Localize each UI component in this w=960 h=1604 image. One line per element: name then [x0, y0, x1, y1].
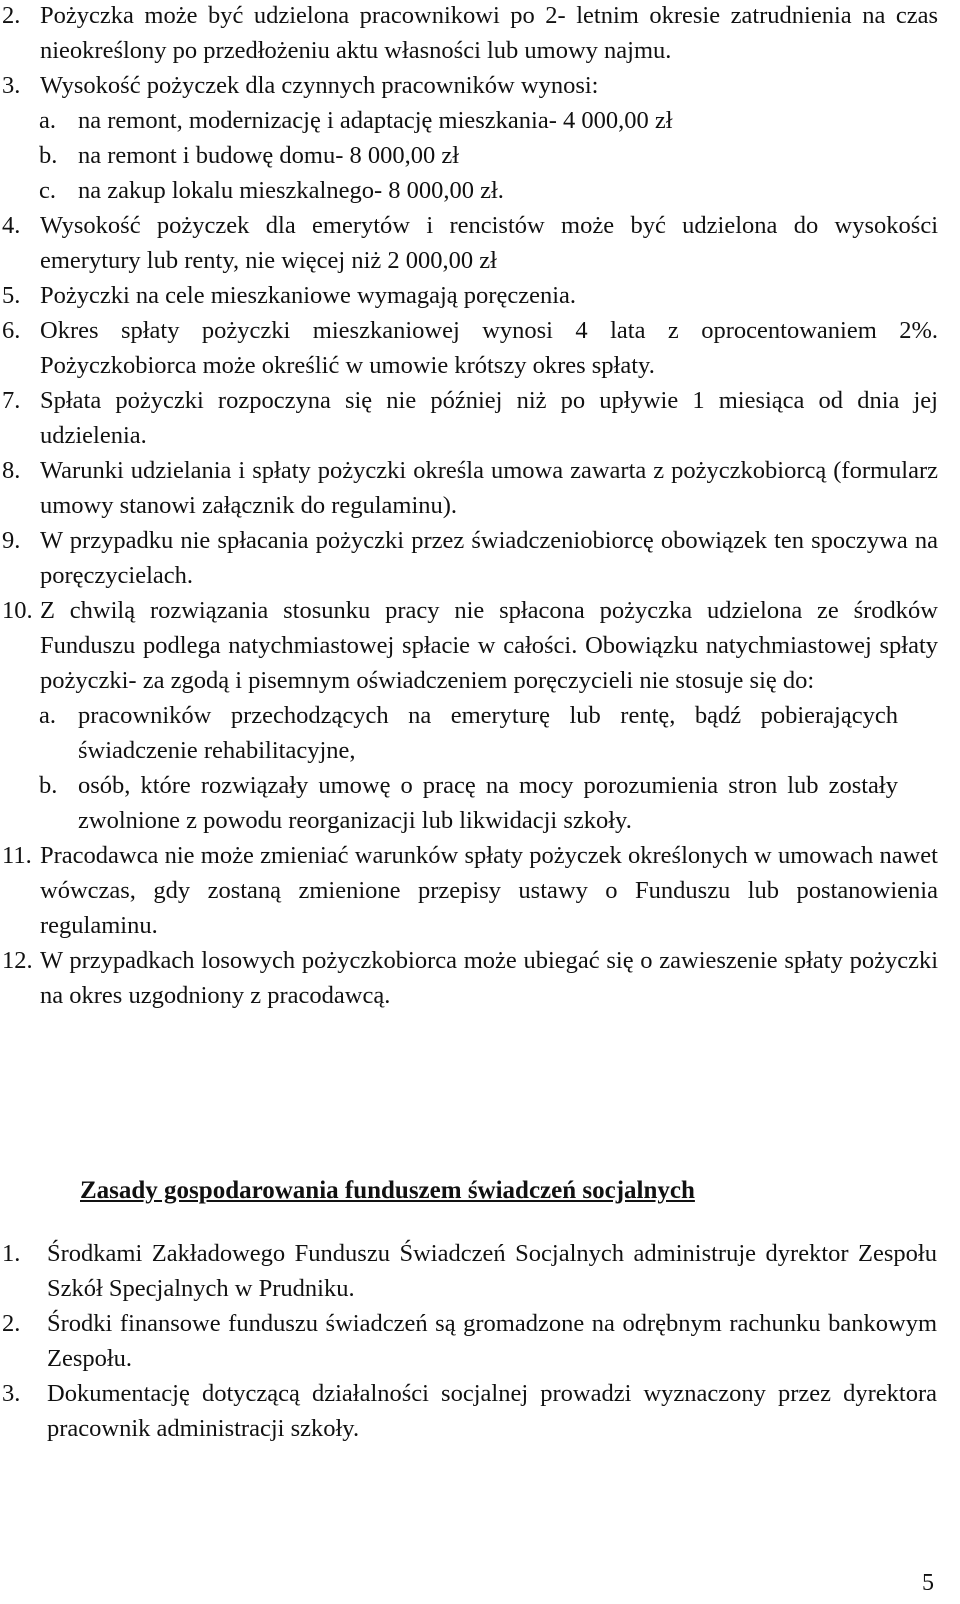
- item-number: 11.: [2, 842, 32, 869]
- item-number: 6.: [2, 317, 21, 344]
- item-text: Dokumentację dotyczącą działalności socjalnej prowadzi wyznaczony przez dyrektora pracownik administracji szkoły.: [47, 1380, 937, 1442]
- list-item: [0, 1376, 960, 1446]
- list-item: [0, 838, 960, 943]
- list-item: [0, 1236, 960, 1306]
- page-number: 5: [922, 1570, 934, 1596]
- sub-item-letter: a.: [39, 107, 56, 134]
- list-item: [0, 208, 960, 278]
- sub-item-text: osób, które rozwiązały umowę o pracę na mocy porozumienia stron lub zostały zwolnione z powodu reorganizacji lub likwidacji szkoły.: [78, 772, 898, 834]
- item-number: 3.: [2, 72, 21, 99]
- sub-item: [0, 768, 960, 838]
- list-item: [0, 278, 960, 313]
- item-number: 3.: [2, 1380, 21, 1407]
- list-item: [0, 313, 960, 383]
- item-number: 2.: [2, 2, 21, 29]
- item-text: Pracodawca nie może zmieniać warunków spłaty pożyczek określonych w umowach nawet wówczas, gdy zostaną zmienione przepisy ustawy o Funduszu lub postanowienia regulaminu.: [40, 842, 938, 939]
- list-item: [0, 383, 960, 453]
- list-item: [0, 0, 960, 68]
- item-text: Okres spłaty pożyczki mieszkaniowej wynosi 4 lata z oprocentowaniem 2%. Pożyczkobiorca może określić w umowie krótszy okres spłaty.: [40, 317, 938, 379]
- sub-item-letter: c.: [39, 177, 56, 204]
- sub-item: [0, 138, 960, 173]
- item-text: Pożyczki na cele mieszkaniowe wymagają poręczenia.: [40, 282, 577, 309]
- list-item: [0, 453, 960, 523]
- sub-item-text: na remont, modernizację i adaptację mieszkania- 4 000,00 zł: [78, 107, 673, 134]
- fund-management-list: [0, 1236, 960, 1446]
- item-number: 9.: [2, 527, 21, 554]
- item-text: Z chwilą rozwiązania stosunku pracy nie spłacona pożyczka udzielona ze środków Funduszu podlega natychmiastowej spłacie w całości. Obowiązku natychmiastowej spłaty pożyczki- za zgodą i pisemnym oświadczeniem poręczycieli nie stosuje się do:: [40, 597, 938, 694]
- item-number: 12.: [2, 947, 33, 974]
- list-item: [0, 68, 960, 103]
- list-item: [0, 593, 960, 698]
- item-text: Wysokość pożyczek dla emerytów i rencistów może być udzielona do wysokości emerytury lub renty, nie więcej niż 2 000,00 zł: [40, 212, 938, 274]
- item-number: 5.: [2, 282, 21, 309]
- sub-item: [0, 103, 960, 138]
- section-heading: Zasady gospodarowania funduszem świadczeń socjalnych: [80, 1177, 695, 1204]
- item-text: Środkami Zakładowego Funduszu Świadczeń Socjalnych administruje dyrektor Zespołu Szkół Specjalnych w Prudniku.: [47, 1240, 937, 1302]
- list-item: [0, 943, 960, 1013]
- item-number: 4.: [2, 212, 21, 239]
- sub-item-letter: b.: [39, 142, 58, 169]
- sub-item-text: pracowników przechodzących na emeryturę lub rentę, bądź pobierających świadczenie rehabilitacyjne,: [78, 702, 898, 764]
- item-text: W przypadkach losowych pożyczkobiorca może ubiegać się o zawieszenie spłaty pożyczki na okres uzgodniony z pracodawcą.: [40, 947, 938, 1009]
- item-text: Środki finansowe funduszu świadczeń są gromadzone na odrębnym rachunku bankowym Zespołu.: [47, 1310, 937, 1372]
- sub-item-text: na zakup lokalu mieszkalnego- 8 000,00 zł.: [78, 177, 504, 204]
- item-number: 8.: [2, 457, 21, 484]
- sub-item: [0, 698, 960, 768]
- sub-item: [0, 173, 960, 208]
- item-number: 7.: [2, 387, 21, 414]
- item-number: 10.: [2, 597, 33, 624]
- item-text: Pożyczka może być udzielona pracownikowi po 2- letnim okresie zatrudnienia na czas nieokreślony po przedłożeniu aktu własności lub umowy najmu.: [40, 2, 938, 64]
- item-number: 1.: [2, 1240, 21, 1267]
- list-item: [0, 1306, 960, 1376]
- item-text: Wysokość pożyczek dla czynnych pracowników wynosi:: [40, 72, 599, 99]
- sub-item-letter: a.: [39, 702, 56, 729]
- item-text: Warunki udzielania i spłaty pożyczki określa umowa zawarta z pożyczkobiorcą (formularz umowy stanowi załącznik do regulaminu).: [40, 457, 938, 519]
- sub-item-letter: b.: [39, 772, 58, 799]
- list-item: [0, 523, 960, 593]
- item-text: W przypadku nie spłacania pożyczki przez świadczeniobiorcę obowiązek ten spoczywa na poręczycielach.: [40, 527, 938, 589]
- item-number: 2.: [2, 1310, 21, 1337]
- item-text: Spłata pożyczki rozpoczyna się nie później niż po upływie 1 miesiąca od dnia jej udzielenia.: [40, 387, 938, 449]
- sub-item-text: na remont i budowę domu- 8 000,00 zł: [78, 142, 460, 169]
